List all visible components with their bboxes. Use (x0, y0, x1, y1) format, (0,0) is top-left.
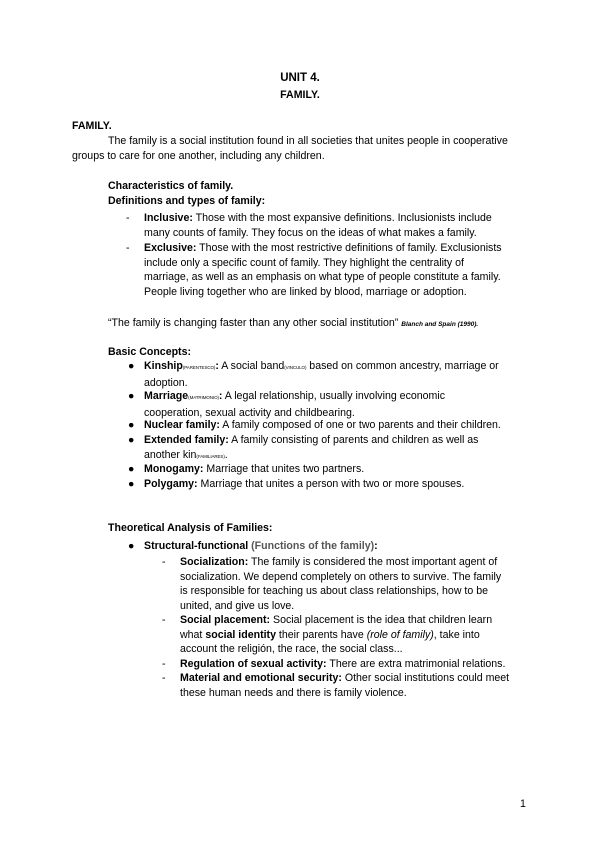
text: A legal relationship, usually involving economic (222, 390, 446, 402)
concept-kinship (128, 359, 544, 390)
note: (VINCULO) (284, 365, 307, 370)
text: Social placement is the idea that children learn (270, 614, 493, 626)
bullet-dot: ● (128, 419, 135, 431)
text: . (224, 448, 228, 461)
text: marriage, as well as an emphasis on what type of people constitute a family. (144, 271, 501, 284)
role-of-family: (role of family) (366, 628, 434, 641)
quote-citation: Blanch and Spain (1990). (401, 321, 479, 328)
colon: : (374, 540, 378, 552)
definition-exclusive (126, 241, 544, 299)
function-social-placement (162, 613, 540, 657)
term-socialization: Socialization: (180, 556, 249, 568)
text: based on common ancestry, marriage or (306, 360, 499, 372)
dash-bullet: - (162, 658, 166, 670)
text: Other social institutions could meet (341, 672, 510, 684)
term-extended: Extended family: (144, 434, 229, 446)
text: is responsible for teaching us about class relationships, how to be (180, 585, 488, 598)
term-monogamy: Monogamy: (144, 463, 204, 475)
text: Marriage that unites two partners. (203, 463, 365, 475)
text: adoption. (144, 376, 188, 389)
text: Those with the most restrictive definitions of family. Exclusionists (196, 242, 502, 254)
text: socialization. We depend completely on others to survive. The family (180, 570, 502, 583)
text: these human needs and there is family violence. (180, 686, 407, 699)
concept-polygamy (128, 477, 544, 492)
bullet-dot: ● (128, 360, 135, 372)
text: cooperation, sexual activity and childbearing. (144, 406, 355, 419)
text: A social band (218, 360, 285, 372)
bullet-dot: ● (128, 390, 135, 402)
text: include only a specific count of family. They highlight the centrality of (144, 256, 464, 269)
page-number: 1 (520, 798, 526, 810)
section-heading-family: FAMILY. (72, 120, 112, 132)
text: Those with the most expansive definitions. Inclusionists include (192, 212, 492, 224)
colon: : (218, 390, 223, 402)
term-polygamy: Polygamy: (144, 478, 198, 490)
bullet-dot: ● (128, 463, 135, 475)
definition-inclusive (126, 211, 534, 240)
text: , take into (433, 628, 480, 641)
note: (MATRIMONIO) (188, 395, 219, 400)
function-material-emotional (162, 671, 540, 700)
concept-nuclear-family (128, 418, 544, 433)
text: many counts of family. They focus on the ideas of what makes a family. (144, 226, 477, 239)
function-regulation (162, 657, 540, 672)
concept-extended-family (128, 433, 544, 464)
dash-bullet: - (162, 556, 166, 568)
dash-bullet: - (162, 672, 166, 684)
concept-marriage (128, 389, 544, 420)
bullet-dot: ● (128, 434, 135, 446)
text: another kin (144, 448, 197, 461)
text: People living together who are linked by blood, marriage or adoption. (144, 285, 467, 298)
unit-title: UNIT 4. (280, 72, 320, 84)
note: (FAMILIARES) (196, 453, 225, 459)
term-exclusive: Exclusive: (144, 242, 197, 254)
intro-paragraph-line2: groups to care for one another, including any children. (72, 150, 325, 162)
basic-concepts-heading: Basic Concepts: (108, 346, 192, 358)
quote-text: “The family is changing faster than any other social institution” (108, 317, 399, 329)
term-marriage: Marriage (144, 390, 189, 402)
term-regulation: Regulation of sexual activity: (180, 658, 327, 670)
characteristics-heading: Characteristics of family. (108, 180, 234, 192)
colon: : (215, 360, 219, 372)
term-kinship: Kinship (144, 360, 183, 372)
text: Marriage that unites a person with two or more spouses. (197, 478, 465, 490)
term-inclusive: Inclusive: (144, 212, 193, 224)
quote (108, 316, 478, 333)
bullet-dot: ● (128, 540, 135, 552)
text: united, and give us love. (180, 599, 295, 612)
note: (PARENTESCO) (182, 365, 216, 370)
unit-subtitle: FAMILY. (280, 89, 320, 101)
dash-bullet: - (162, 614, 166, 626)
text: The family is considered the most important agent of (248, 556, 498, 568)
term-nuclear: Nuclear family: (144, 419, 220, 431)
intro-paragraph-line1: The family is a social institution found in all societies that unites people in cooperative (108, 135, 508, 147)
text: A family consisting of parents and children as well as (228, 434, 479, 446)
term-structural-functional: Structural-functional (144, 540, 249, 552)
term-material-emotional: Material and emotional security: (180, 672, 342, 684)
text: what (180, 628, 206, 641)
bullet-dot: ● (128, 478, 135, 490)
text: their parents have (275, 628, 367, 641)
social-identity: social identity (205, 628, 276, 641)
dash-bullet: - (126, 242, 130, 254)
function-socialization (162, 555, 540, 613)
concept-monogamy (128, 462, 544, 477)
theory-heading: Theoretical Analysis of Families: (108, 522, 273, 534)
definitions-heading: Definitions and types of family: (108, 195, 266, 207)
dash-bullet: - (126, 212, 130, 224)
text: account the religión, the race, the social class... (180, 643, 403, 656)
term-social-placement: Social placement: (180, 614, 271, 626)
text: A family composed of one or two parents and their children. (219, 419, 501, 431)
sf-parenthetical: (Functions of the family) (248, 540, 375, 552)
text: There are extra matrimonial relations. (326, 658, 506, 670)
structural-functional (128, 539, 544, 554)
